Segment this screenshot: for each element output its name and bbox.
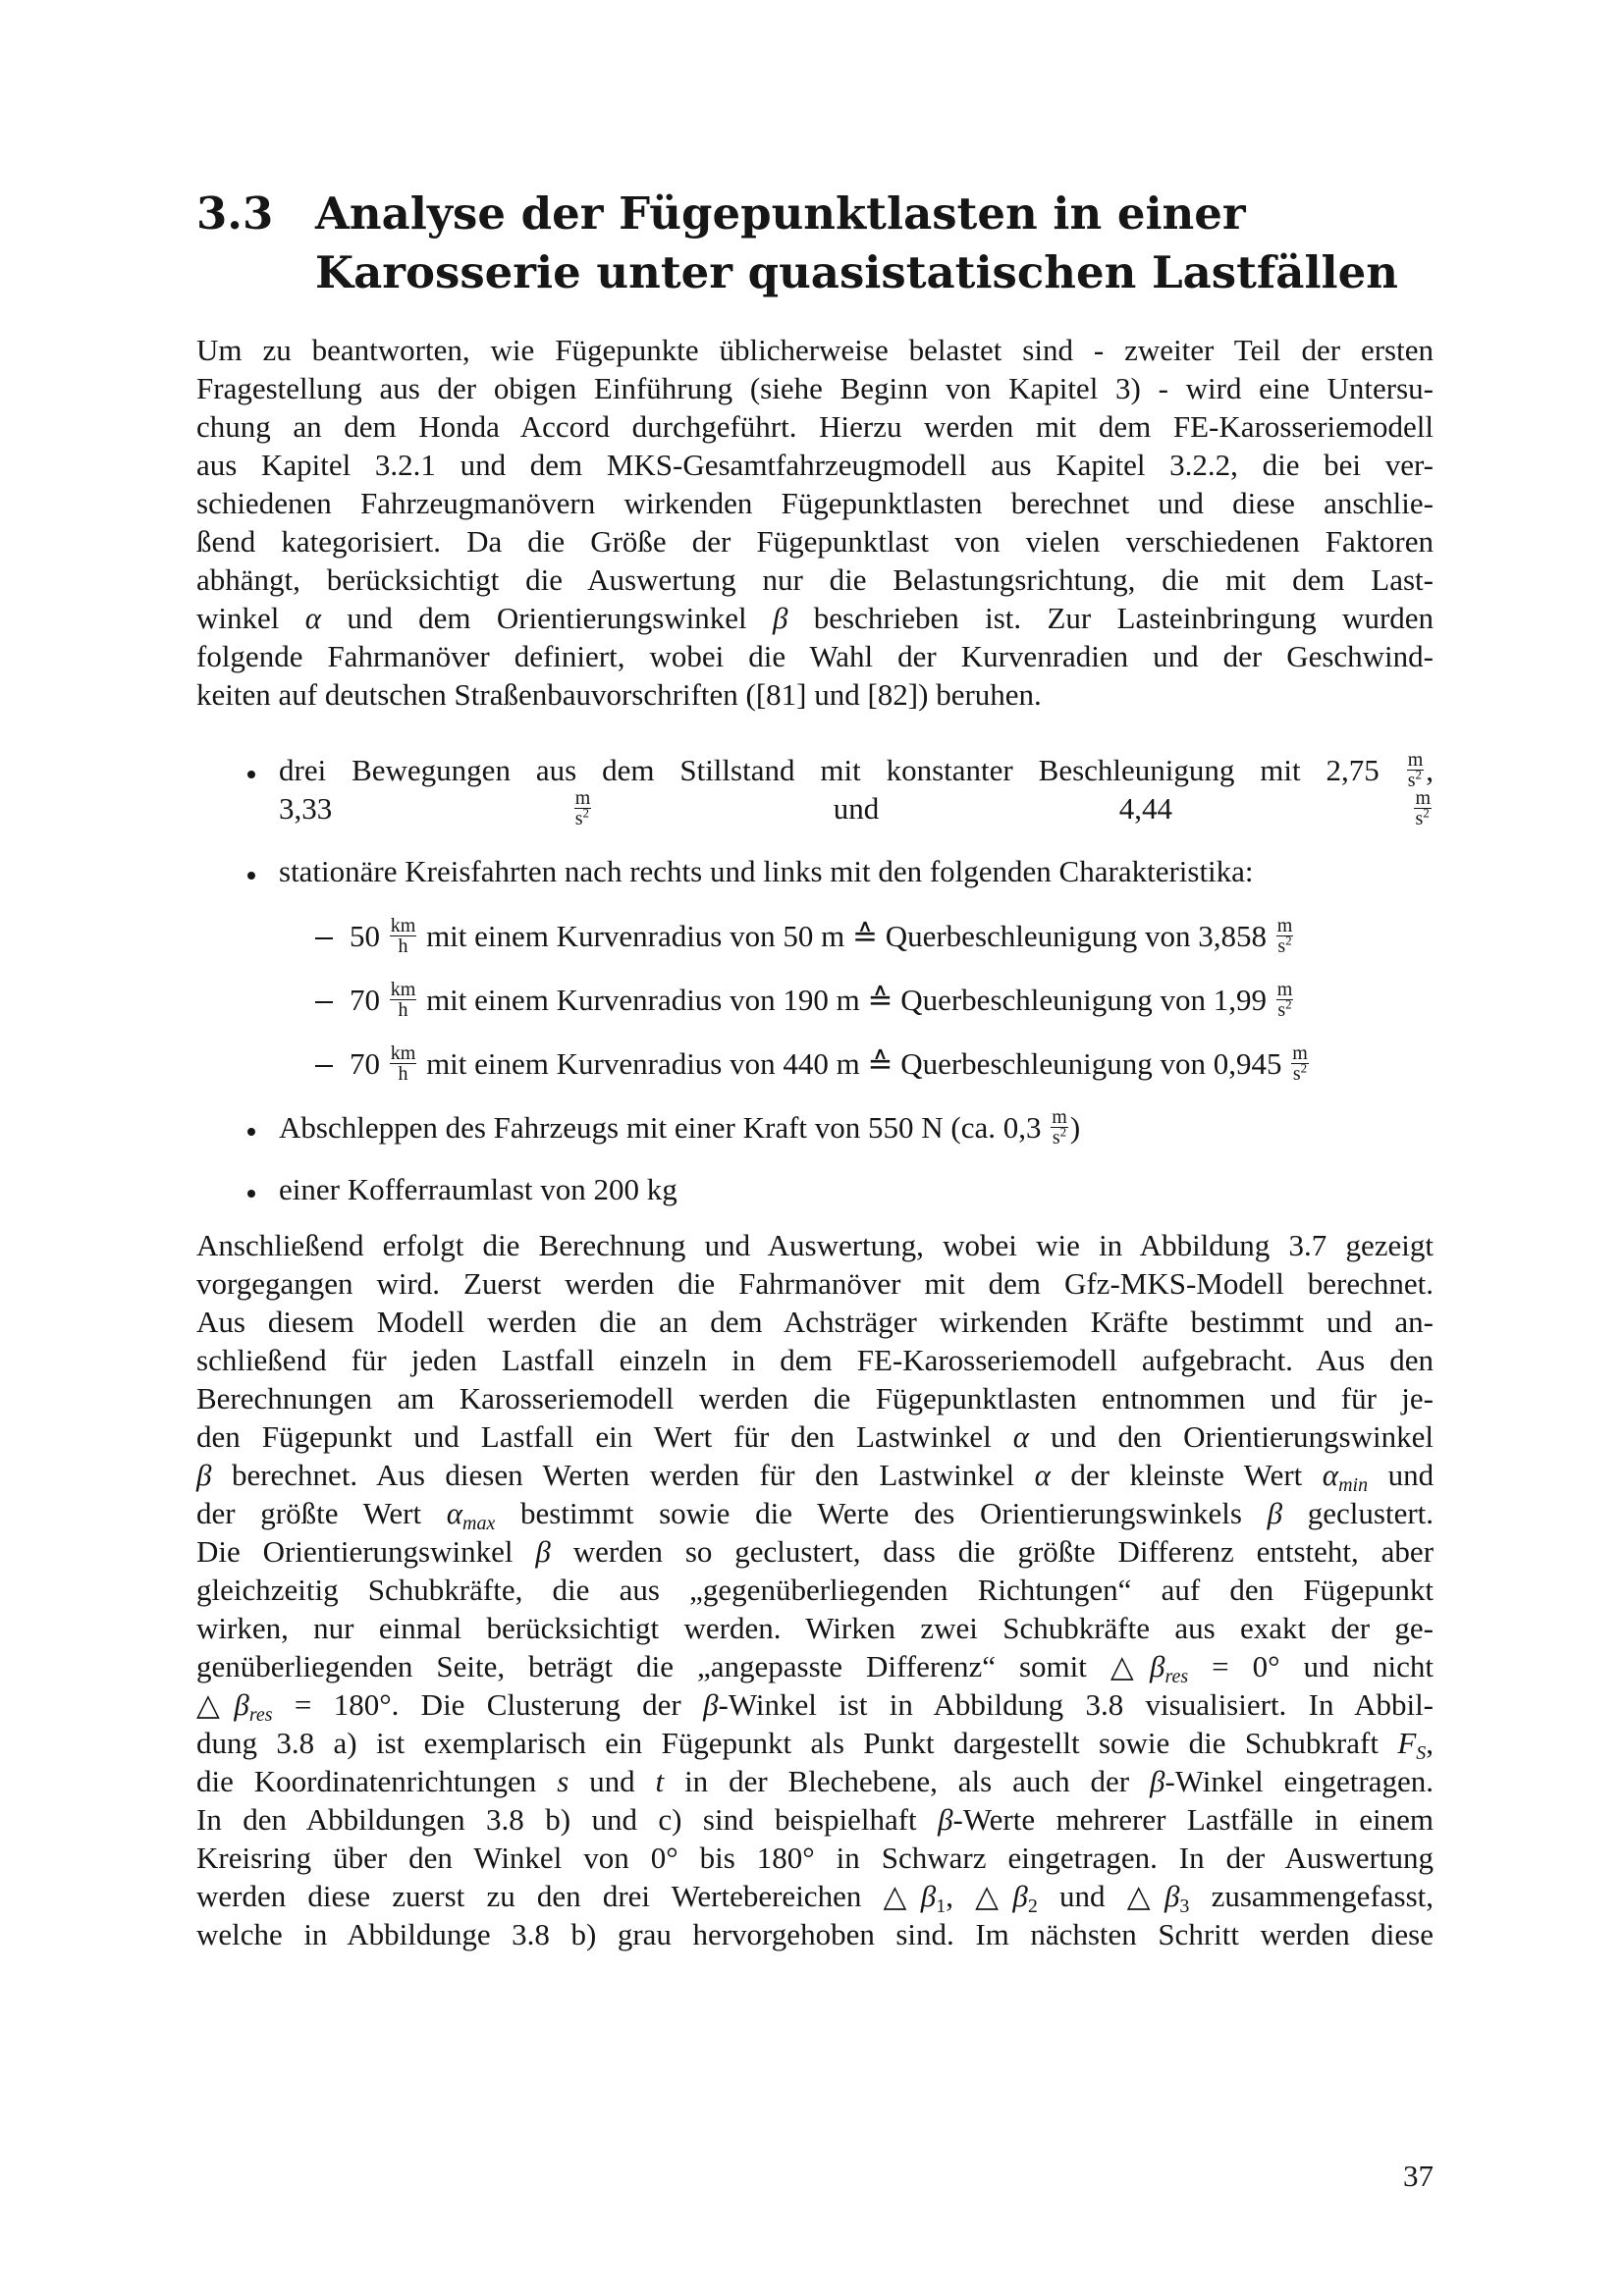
- unit-text: s: [1277, 935, 1286, 958]
- unit-denominator: [1276, 996, 1294, 1022]
- text-run: -Werte mehrerer Lastfälle in einem: [952, 1802, 1434, 1837]
- text-line: wirken, nur einmal berücksichtigt werden. Wirken zwei Schubkräfte aus exakt der ge-: [196, 1611, 1434, 1645]
- symbol-beta: β: [196, 1458, 212, 1492]
- subscript: 3: [1179, 1896, 1190, 1917]
- text-line: folgende Fahrmanöver definiert, wobei die Wahl der Kurvenradien und der Geschwind-: [196, 639, 1434, 673]
- unit-exponent: 2: [1059, 1124, 1067, 1140]
- symbol-beta: β: [703, 1687, 719, 1722]
- text-run: zusammengefasst,: [1211, 1879, 1434, 1913]
- unit-numerator: m: [1276, 979, 1293, 1001]
- text-run: 3,33: [279, 791, 333, 826]
- list-item: [279, 1108, 1080, 1150]
- text-run: berechnet. Aus diesen Werten werden für den Lastwinkel: [231, 1458, 1015, 1492]
- text-run: In den Abbildungen 3.8 b) und c) sind beispielhaft: [196, 1802, 917, 1837]
- text-line: Aus diesem Modell werden die an dem Achsträger wirkenden Kräfte bestimmt und an-: [196, 1305, 1434, 1339]
- subscript: S: [1416, 1742, 1427, 1764]
- unit-fraction: [1051, 1107, 1068, 1148]
- text-line: Berechnungen am Karosseriemodell werden die Fügepunktlasten entnommen und für je-: [196, 1381, 1434, 1415]
- bullet-icon: [247, 771, 255, 778]
- text-run: △: [196, 1687, 235, 1722]
- text-run: und 4,44: [833, 791, 1172, 826]
- bullet-icon: [247, 872, 255, 880]
- sub-list-item: [350, 917, 1295, 959]
- section-title-line-1: Analyse der Fügepunktlasten in einer: [315, 187, 1246, 240]
- text-run: und: [589, 1764, 635, 1798]
- dash-icon: [315, 1065, 333, 1067]
- text-run: Die Orientierungswinkel: [196, 1534, 514, 1569]
- unit-numerator: m: [1407, 749, 1424, 772]
- text-run: beschrieben ist. Zur Lasteinbringung wurden: [813, 601, 1435, 635]
- unit-numerator: m: [574, 787, 591, 810]
- unit-fraction: [390, 916, 417, 956]
- unit-fraction: [1414, 788, 1432, 828]
- list-item: [279, 751, 1434, 828]
- unit-fraction: [390, 980, 417, 1020]
- text-run: dung 3.8 a) ist exemplarisch ein Fügepunkt als Punkt dargestellt sowie die Schubkraft: [196, 1726, 1379, 1760]
- text-line: [196, 1456, 1434, 1494]
- unit-fraction: [1291, 1043, 1309, 1084]
- text-line: [196, 1800, 1434, 1839]
- text-line: Um zu beantworten, wie Fügepunkte üblicherweise belastet sind - zweiter Teil der ersten: [196, 333, 1434, 367]
- unit-exponent: 2: [1300, 1060, 1308, 1076]
- unit-exponent: 2: [1285, 933, 1292, 948]
- text-line: [196, 1417, 1434, 1456]
- text-run: und den Orientierungswinkel: [1050, 1419, 1434, 1454]
- text-run: 50: [350, 919, 380, 953]
- unit-numerator: km: [390, 915, 416, 937]
- unit-denominator: h: [398, 1063, 408, 1086]
- text-run: werden so geclustert, dass die größte Differenz entsteht, aber: [572, 1534, 1435, 1569]
- symbol-alpha-max: α: [446, 1496, 463, 1530]
- symbol-alpha: α: [1034, 1458, 1051, 1492]
- text-run: ,: [1426, 1726, 1434, 1760]
- unit-denominator: [1291, 1060, 1309, 1086]
- unit-exponent: 2: [1285, 996, 1292, 1012]
- paragraph-intro: [196, 331, 1434, 714]
- unit-denominator: h: [398, 999, 408, 1022]
- text-run: = 0° und nicht: [1212, 1649, 1434, 1683]
- unit-text: s: [1415, 808, 1424, 830]
- bullet-icon: [247, 1190, 255, 1198]
- text-line: schiedenen Fahrzeugmanövern wirkenden Fügepunktlasten berechnet und diese anschlie-: [196, 486, 1434, 520]
- subscript: res: [248, 1704, 273, 1726]
- text-run: werden diese zuerst zu den drei Wertebereichen △: [196, 1879, 921, 1913]
- unit-numerator: km: [390, 979, 416, 1001]
- text-line: ßend kategorisiert. Da die Größe der Fügepunktlast von vielen verschiedenen Faktoren: [196, 524, 1434, 559]
- text-line: [196, 1532, 1434, 1571]
- unit-text: s: [1277, 999, 1286, 1022]
- text-line: gleichzeitig Schubkräfte, die aus „gegenüberliegenden Richtungen“ auf den Fügepunkt: [196, 1573, 1434, 1607]
- section-number: 3.3: [196, 187, 274, 240]
- dash-icon: [315, 1001, 333, 1003]
- text-run: 70: [350, 1046, 380, 1081]
- text-run: in der Blechebene, als auch der: [684, 1764, 1130, 1798]
- unit-denominator: [574, 805, 592, 830]
- text-run: mit einem Kurvenradius von 440 m ≙ Querbeschleunigung von 0,945: [426, 1046, 1282, 1081]
- text-line: schließend für jeden Lastfall einzeln in dem FE-Karosseriemodell aufgebracht. Aus den: [196, 1343, 1434, 1377]
- sub-list-item: [350, 981, 1295, 1023]
- symbol-beta: β: [772, 601, 788, 635]
- symbol-t: t: [655, 1764, 665, 1798]
- unit-exponent: 2: [1423, 805, 1430, 821]
- text-line: [196, 1877, 1434, 1915]
- text-run: und △: [1059, 1879, 1164, 1913]
- dash-icon: [315, 937, 333, 939]
- symbol-alpha: α: [304, 601, 321, 635]
- text-run: mit einem Kurvenradius von 50 m ≙ Querbeschleunigung von 3,858: [426, 919, 1267, 953]
- unit-numerator: m: [1052, 1106, 1067, 1129]
- unit-fraction: [1276, 916, 1294, 956]
- subscript: 1: [936, 1896, 947, 1917]
- text-line: vorgegangen wird. Zuerst werden die Fahrmanöver mit dem Gfz-MKS-Modell berechnet.: [196, 1266, 1434, 1301]
- unit-numerator: km: [390, 1042, 416, 1065]
- list-item: einer Kofferraumlast von 200 kg: [279, 1172, 677, 1206]
- text-run: der größte Wert: [196, 1496, 422, 1530]
- list-item: stationäre Kreisfahrten nach rechts und links mit den folgenden Charakteristika:: [279, 854, 1254, 888]
- text-run: der kleinste Wert: [1070, 1458, 1303, 1492]
- symbol-beta: β: [535, 1534, 551, 1569]
- unit-exponent: 2: [1415, 767, 1422, 782]
- symbol-beta: β: [1149, 1764, 1165, 1798]
- text-line: Fragestellung aus der obigen Einführung (siehe Beginn von Kapitel 3) - wird eine Untersu-: [196, 371, 1434, 405]
- symbol-alpha-min: α: [1322, 1458, 1339, 1492]
- symbol-beta: β: [938, 1802, 953, 1837]
- text-run: -Winkel eingetragen.: [1164, 1764, 1434, 1798]
- text-run: die Koordinatenrichtungen: [196, 1764, 537, 1798]
- unit-denominator: [1414, 805, 1432, 830]
- text-run: Abschleppen des Fahrzeugs mit einer Kraft von 550 N (ca. 0,3: [279, 1110, 1042, 1145]
- text-run: genüberliegenden Seite, beträgt die „angepasste Differenz“ somit △: [196, 1649, 1150, 1683]
- unit-numerator: m: [1276, 915, 1293, 937]
- page-number: 37: [1403, 2159, 1434, 2193]
- unit-fraction: [1276, 980, 1294, 1020]
- symbol-s: s: [557, 1764, 569, 1798]
- text-run: -Winkel ist in Abbildung 3.8 visualisiert. In Abbil-: [718, 1687, 1435, 1722]
- text-line: keiten auf deutschen Straßenbauvorschriften ([81] und [82]) beruhen.: [196, 677, 1042, 712]
- text-line: [279, 789, 1434, 828]
- symbol-beta: β: [1267, 1496, 1283, 1530]
- unit-denominator: h: [398, 935, 408, 958]
- paragraph-analysis: [196, 1226, 1434, 1953]
- unit-text: s: [1407, 770, 1416, 792]
- text-run: den Fügepunkt und Lastfall ein Wert für den Lastwinkel: [196, 1419, 992, 1454]
- unit-text: s: [574, 808, 583, 830]
- text-run: 70: [350, 983, 380, 1017]
- text-line: [196, 1685, 1434, 1724]
- text-line: [196, 1762, 1434, 1800]
- subscript: max: [462, 1513, 496, 1534]
- text-line: abhängt, berücksichtigt die Auswertung nur die Belastungsrichtung, die mit dem Last-: [196, 562, 1434, 597]
- text-run: ): [1069, 1110, 1081, 1145]
- text-run: bestimmt sowie die Werte des Orientierungswinkels: [520, 1496, 1242, 1530]
- text-line: [196, 1724, 1434, 1762]
- unit-denominator: [1276, 933, 1294, 958]
- text-run: , △: [946, 1879, 1013, 1913]
- text-run: und dem Orientierungswinkel: [347, 601, 747, 635]
- text-run: mit einem Kurvenradius von 190 m ≙ Querbeschleunigung von 1,99: [426, 983, 1267, 1017]
- text-run: = 180°. Die Clusterung der: [294, 1687, 681, 1722]
- text-line: welche in Abbildunge 3.8 b) grau hervorgehoben sind. Im nächsten Schritt werden diese: [196, 1917, 1434, 1951]
- unit-fraction: [574, 788, 592, 828]
- text-line: chung an dem Honda Accord durchgeführt. Hierzu werden mit dem FE-Karosseriemodell: [196, 409, 1434, 444]
- unit-numerator: m: [1415, 787, 1431, 810]
- subscript: res: [1164, 1666, 1189, 1687]
- sub-list-item: [350, 1044, 1311, 1087]
- symbol-alpha: α: [1012, 1419, 1029, 1454]
- text-run: geclustert.: [1307, 1496, 1435, 1530]
- subscript: min: [1338, 1474, 1369, 1496]
- text-run: drei Bewegungen aus dem Stillstand mit konstanter Beschleunigung mit 2,75: [279, 753, 1380, 787]
- unit-text: s: [1292, 1063, 1301, 1086]
- text-line: [196, 1494, 1434, 1532]
- section-title-line-2: Karosserie unter quasistatischen Lastfällen: [315, 246, 1398, 298]
- symbol-beta: β: [1164, 1879, 1180, 1913]
- bullet-icon: [247, 1128, 255, 1136]
- text-run: und: [1387, 1458, 1435, 1492]
- symbol-beta: β: [1012, 1879, 1028, 1913]
- unit-fraction: [390, 1043, 417, 1084]
- text-line: [279, 749, 1434, 792]
- text-line: Anschließend erfolgt die Berechnung und Auswertung, wobei wie in Abbildung 3.7 gezeigt: [196, 1228, 1434, 1262]
- subscript: 2: [1027, 1896, 1038, 1917]
- symbol-beta: β: [234, 1687, 249, 1722]
- unit-numerator: m: [1292, 1042, 1308, 1065]
- text-run: ,: [1426, 753, 1434, 787]
- text-line: Kreisring über den Winkel von 0° bis 180° in Schwarz eingetragen. In der Auswertung: [196, 1841, 1434, 1875]
- text-line: aus Kapitel 3.2.1 und dem MKS-Gesamtfahrzeugmodell aus Kapitel 3.2.2, die bei ver-: [196, 448, 1434, 482]
- symbol-beta: β: [920, 1879, 937, 1913]
- symbol-force: F: [1397, 1726, 1417, 1760]
- text-line: [196, 599, 1434, 637]
- unit-denominator: [1051, 1124, 1068, 1149]
- unit-text: s: [1052, 1127, 1060, 1149]
- text-run: winkel: [196, 601, 280, 635]
- text-line: [196, 1647, 1434, 1685]
- symbol-beta: β: [1149, 1649, 1165, 1683]
- unit-fraction: [1407, 750, 1425, 790]
- unit-exponent: 2: [582, 805, 590, 821]
